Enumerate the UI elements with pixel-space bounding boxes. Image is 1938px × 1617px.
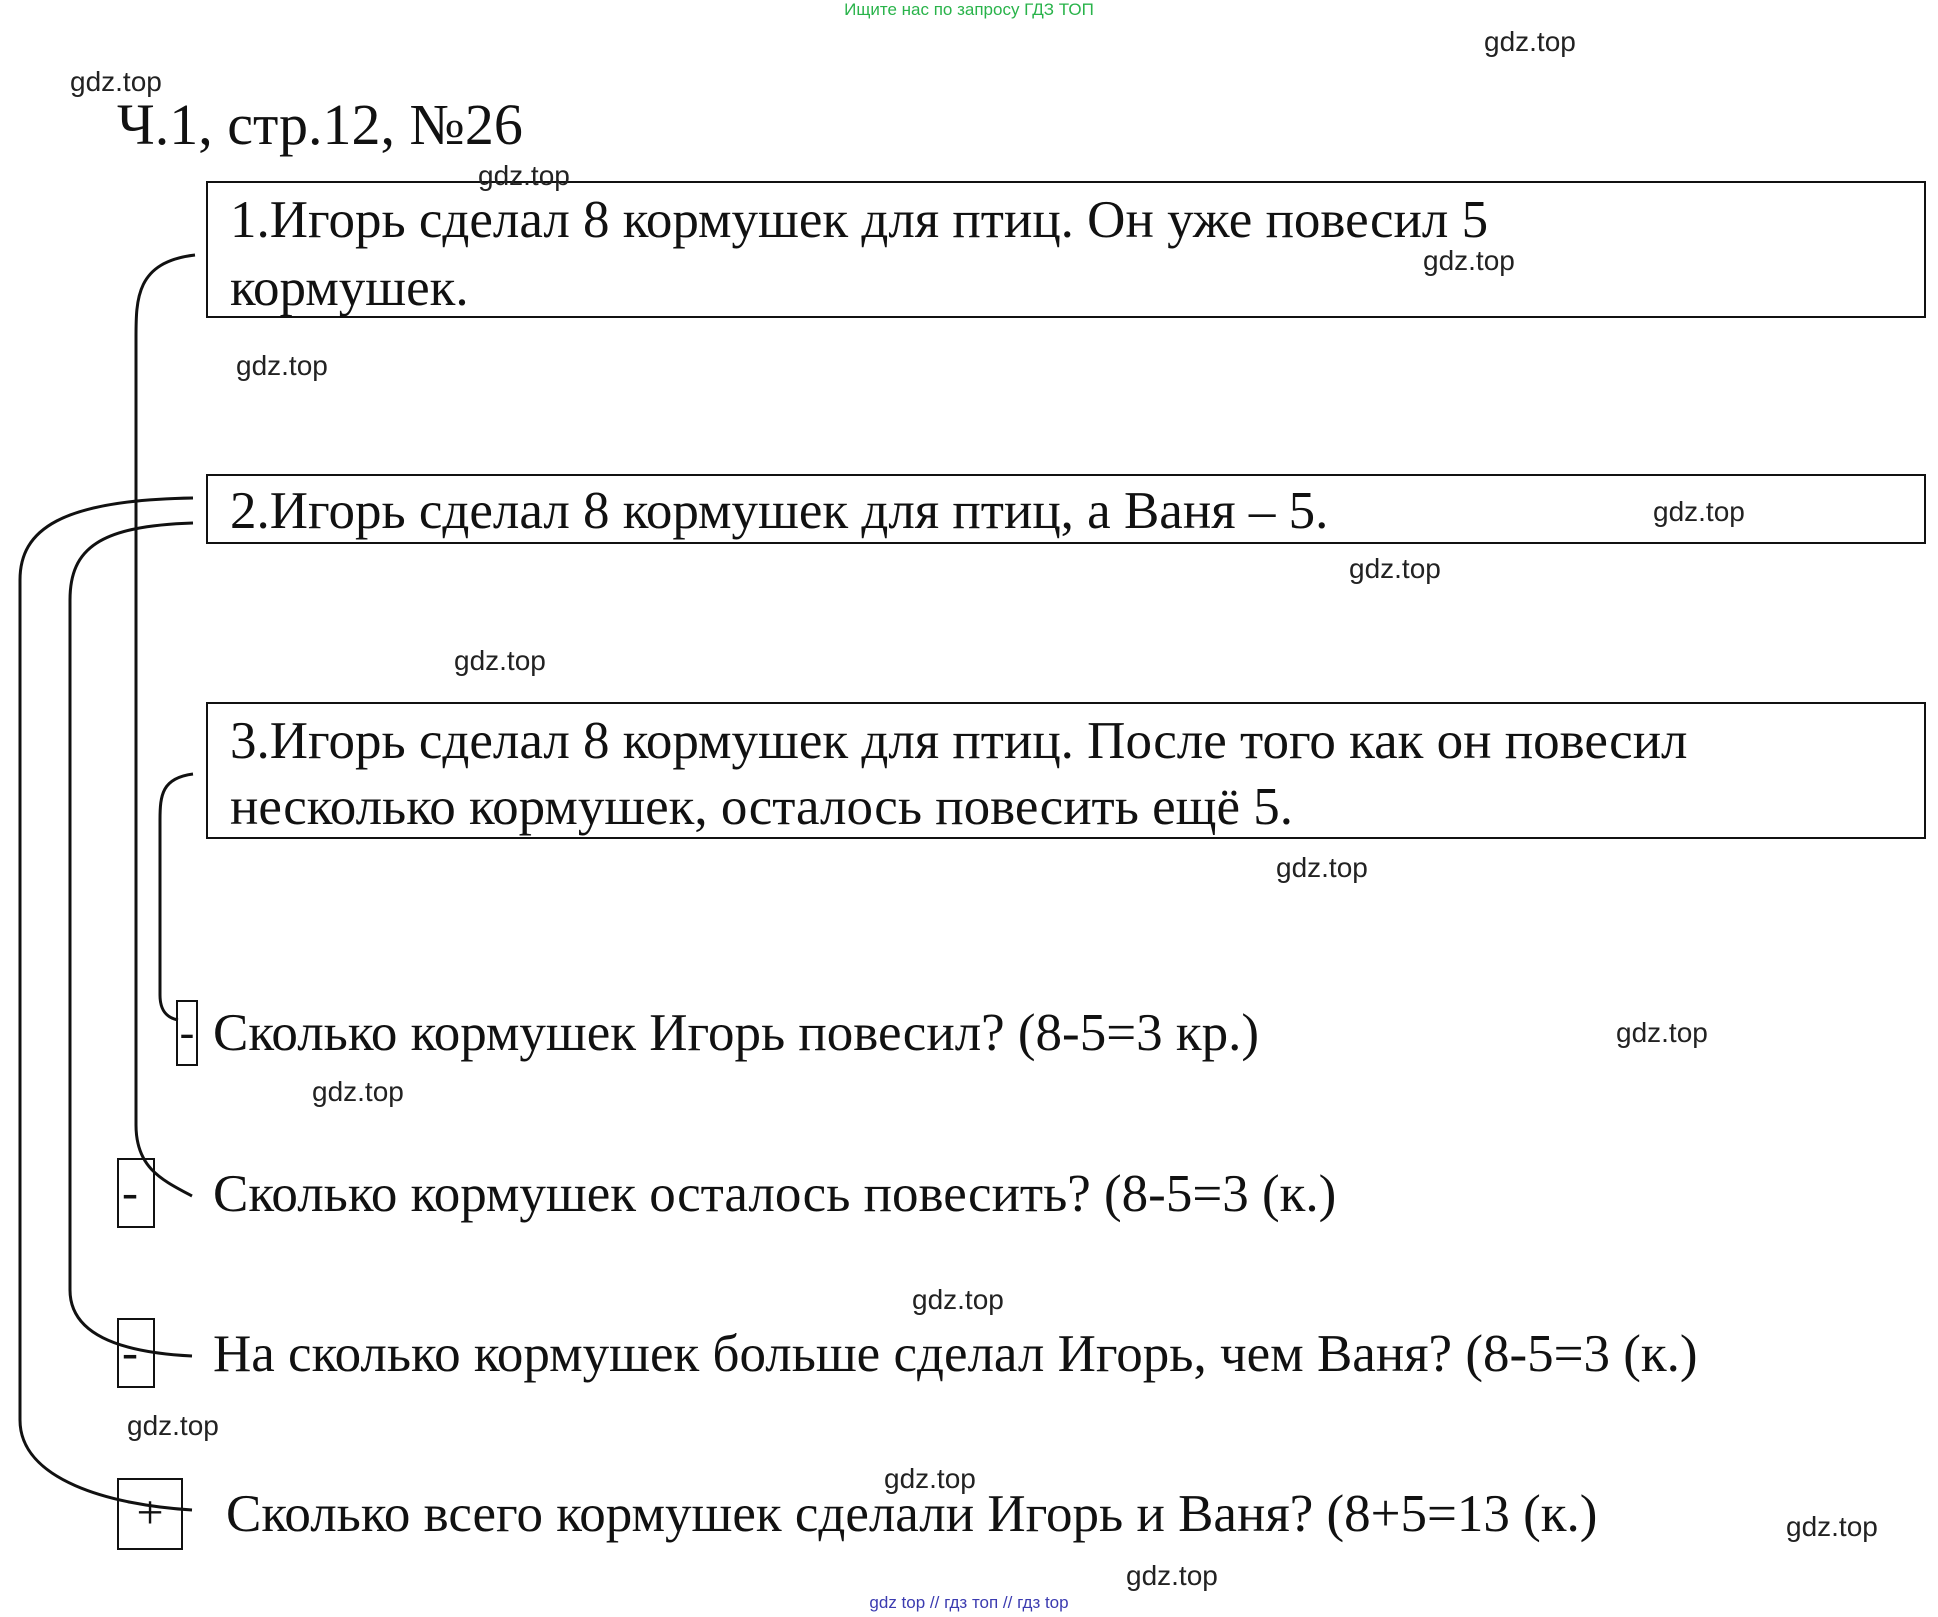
- top-banner: Ищите нас по запросу ГДЗ ТОП: [844, 0, 1094, 19]
- watermark: gdz.top: [1616, 1017, 1708, 1048]
- watermark: gdz.top: [70, 66, 162, 97]
- problem-2-line-1: 2.Игорь сделал 8 кормушек для птиц, а Ваня – 5.: [230, 482, 1329, 540]
- watermark: gdz.top: [312, 1076, 404, 1107]
- watermark: gdz.top: [1276, 852, 1368, 883]
- question-2: Сколько кормушек осталось повесить? (8-5=3 (к.): [213, 1165, 1337, 1223]
- page-title: Ч.1, стр.12, №26: [117, 92, 523, 157]
- question-1: Сколько кормушек Игорь повесил? (8-5=3 кр.): [213, 1004, 1259, 1062]
- operation-sign-minus: -: [176, 1000, 198, 1066]
- watermark: gdz.top: [478, 160, 570, 191]
- watermark: gdz.top: [1126, 1560, 1218, 1591]
- connector-problem2-q4: [20, 498, 193, 1510]
- watermark: gdz.top: [236, 350, 328, 381]
- operation-sign-plus: +: [117, 1478, 183, 1550]
- watermark: gdz.top: [1349, 553, 1441, 584]
- question-3: На сколько кормушек больше сделал Игорь, чем Ваня? (8-5=3 (к.): [213, 1325, 1698, 1383]
- problem-3-line-1: 3.Игорь сделал 8 кормушек для птиц. После того как он повесил: [230, 712, 1688, 770]
- watermark: gdz.top: [1786, 1511, 1878, 1542]
- problem-3-line-2: несколько кормушек, осталось повесить ещё 5.: [230, 778, 1294, 836]
- connector-problem2-q3: [70, 523, 193, 1356]
- operation-sign-minus: -: [117, 1158, 155, 1228]
- connector-problem3-q1: [160, 774, 193, 1020]
- watermark: gdz.top: [454, 645, 546, 676]
- problem-1-line-1: 1.Игорь сделал 8 кормушек для птиц. Он уже повесил 5: [230, 191, 1489, 249]
- footer-links: gdz top // гдз топ // гдз top: [869, 1593, 1069, 1612]
- problem-box-3: [206, 702, 1926, 839]
- watermark: gdz.top: [127, 1410, 219, 1441]
- watermark: gdz.top: [1423, 245, 1515, 276]
- problem-box-1: [206, 181, 1926, 318]
- question-4: Сколько всего кормушек сделали Игорь и Ваня? (8+5=13 (к.): [226, 1485, 1598, 1543]
- problem-1-line-2: кормушек.: [230, 259, 469, 317]
- watermark: gdz.top: [1653, 496, 1745, 527]
- operation-sign-minus: -: [117, 1318, 155, 1388]
- watermark: gdz.top: [912, 1284, 1004, 1315]
- watermark: gdz.top: [1484, 26, 1576, 57]
- watermark: gdz.top: [884, 1463, 976, 1494]
